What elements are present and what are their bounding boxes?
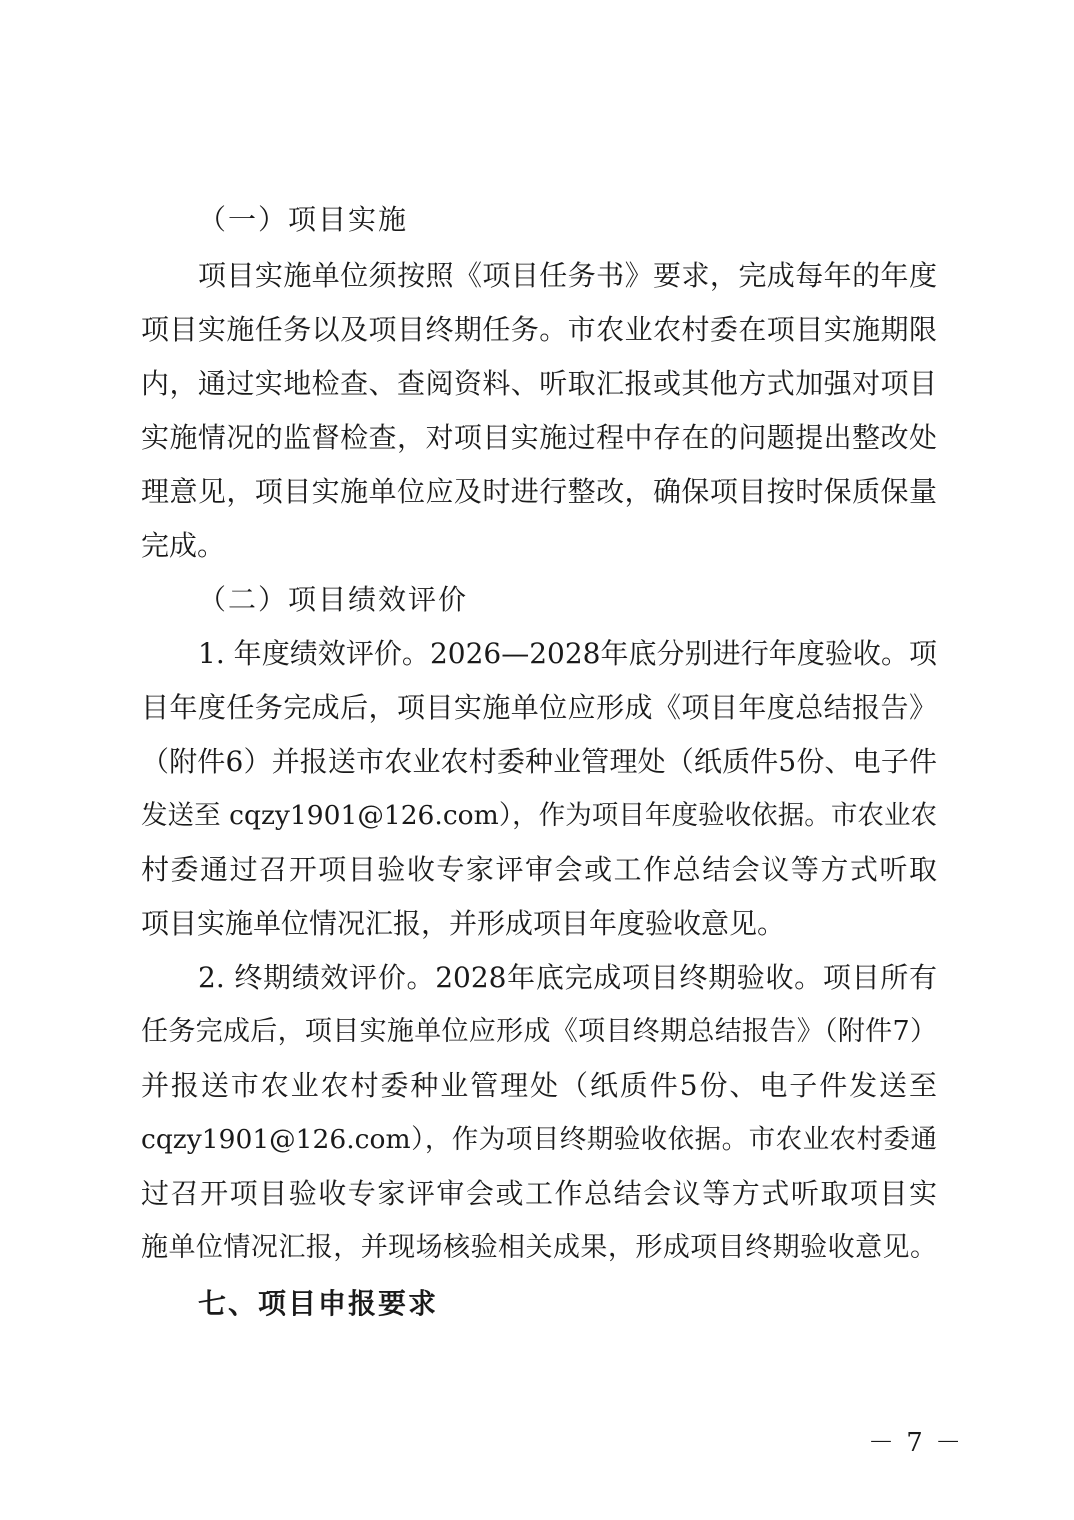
- paragraph-line: 项目实施任务以及项目终期任务。市农业农村委在项目实施期限: [141, 313, 937, 346]
- paragraph-line: 并报送市农业农村委种业管理处（纸质件5份、电子件发送至: [141, 1069, 937, 1102]
- paragraph-line: 完成。: [141, 529, 226, 562]
- page-number: － 7 －: [868, 1428, 964, 1458]
- paragraph-line: cqzy1901@126.com），作为项目终期验收依据。市农业农村委通: [141, 1124, 937, 1155]
- paragraph-line: 理意见，项目实施单位应及时进行整改，确保项目按时保质保量: [141, 475, 937, 508]
- paragraph-line: 项目实施单位情况汇报，并形成项目年度验收意见。: [141, 907, 786, 940]
- paragraph-line: 发送至 cqzy1901@126.com），作为项目年度验收依据。市农业农: [141, 800, 937, 831]
- paragraph-line: 实施情况的监督检查，对项目实施过程中存在的问题提出整改处: [141, 421, 937, 454]
- paragraph-line: 任务完成后，项目实施单位应形成《项目终期总结报告》（附件7）: [141, 1016, 937, 1047]
- paragraph-line: 2. 终期绩效评价。2028年底完成项目终期验收。项目所有: [198, 961, 937, 994]
- paragraph-line: （附件6）并报送市农业农村委种业管理处（纸质件5份、电子件: [141, 745, 937, 778]
- paragraph-line: 内，通过实地检查、查阅资料、听取汇报或其他方式加强对项目: [141, 367, 937, 400]
- paragraph-line: 1. 年度绩效评价。2026—2028年底分别进行年度验收。项: [198, 637, 937, 670]
- paragraph-line: 过召开项目验收专家评审会或工作总结会议等方式听取项目实: [141, 1177, 937, 1210]
- section-heading-implementation: （一）项目实施: [198, 203, 409, 236]
- section-heading-performance: （二）项目绩效评价: [198, 583, 469, 616]
- paragraph-line: 施单位情况汇报，并现场核验相关成果，形成项目终期验收意见。: [141, 1232, 937, 1263]
- paragraph-line: 村委通过召开项目验收专家评审会或工作总结会议等方式听取: [141, 853, 937, 886]
- paragraph-line: 项目实施单位须按照《项目任务书》要求，完成每年的年度: [198, 259, 937, 292]
- paragraph-line: 目年度任务完成后，项目实施单位应形成《项目年度总结报告》: [141, 691, 937, 724]
- section-heading-application: 七、项目申报要求: [198, 1287, 439, 1320]
